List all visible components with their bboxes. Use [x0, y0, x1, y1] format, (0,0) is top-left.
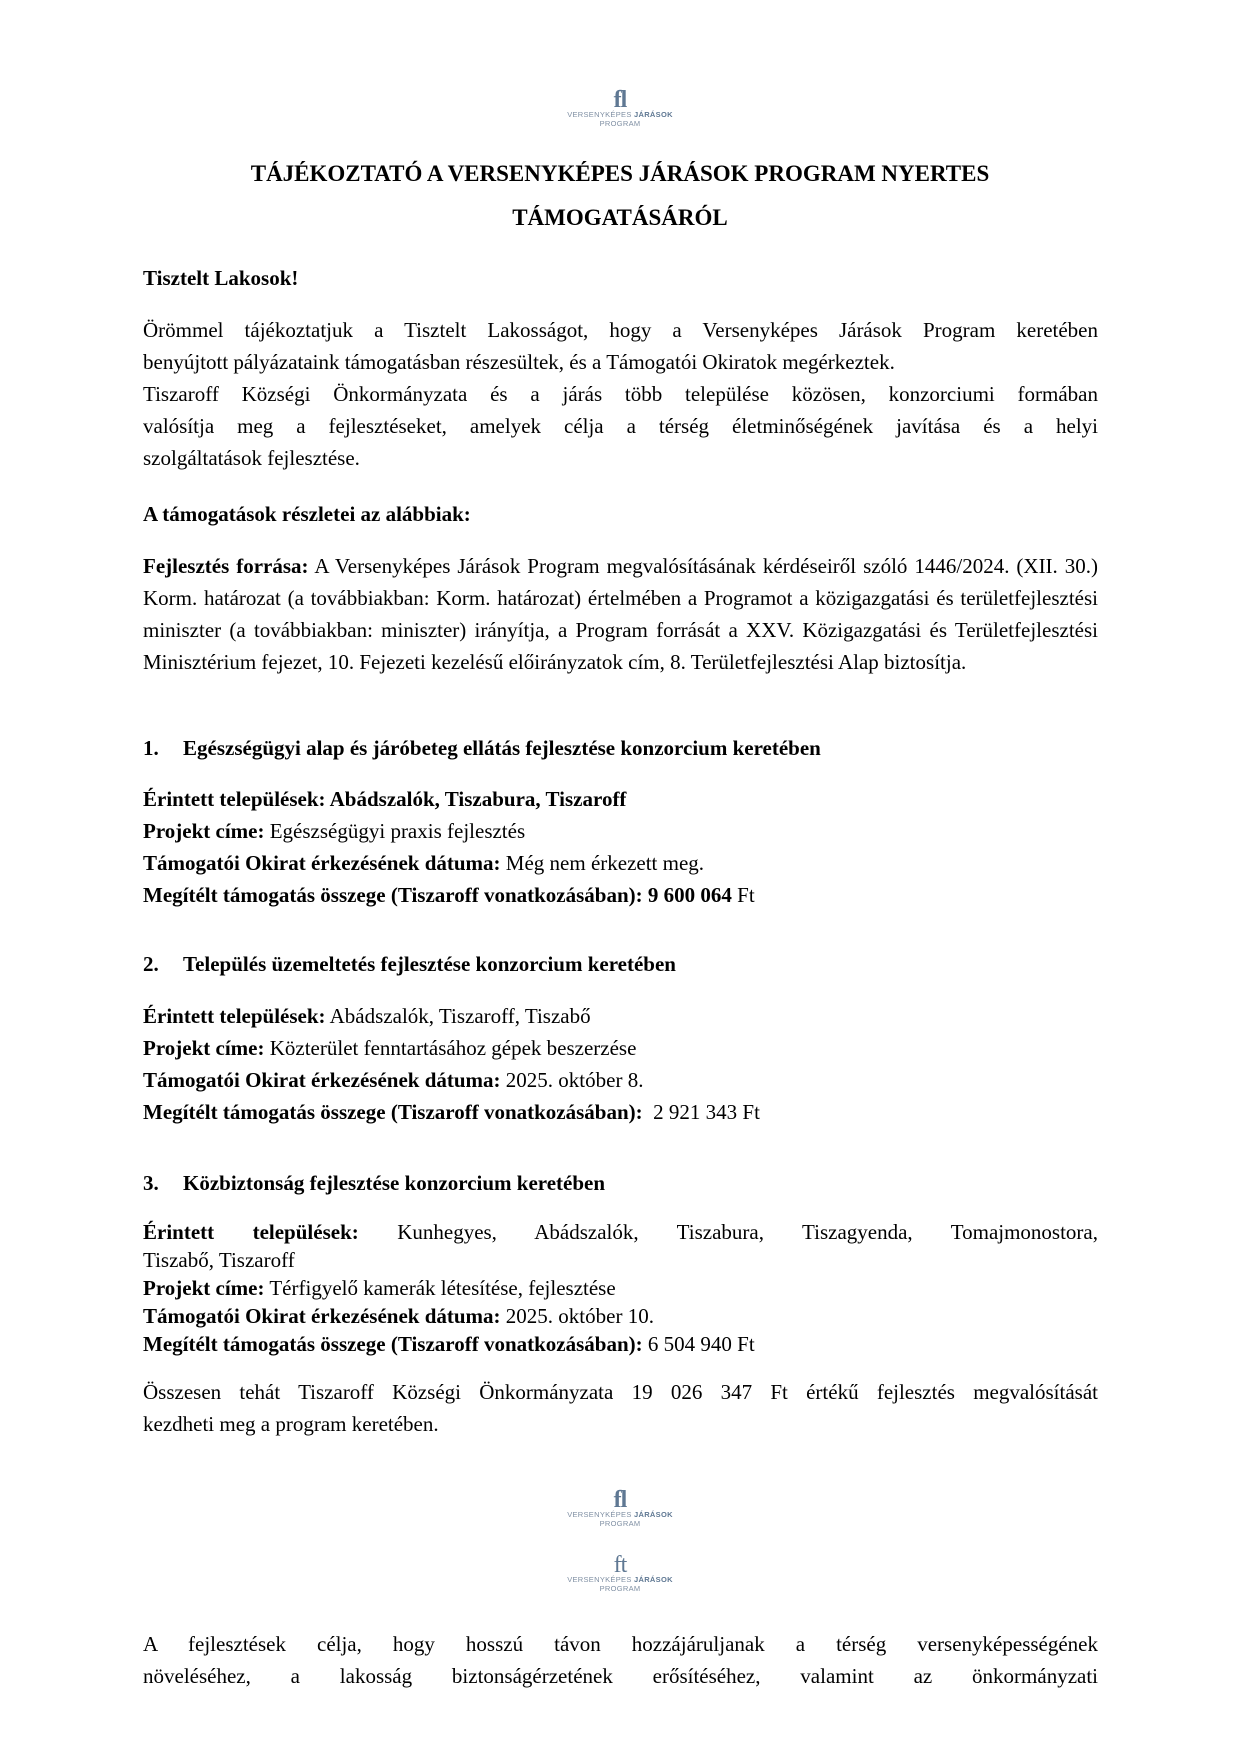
project-title-value: Közterület fenntartásához gépek beszerzése [269, 1036, 637, 1060]
settlements-row [143, 1000, 1098, 1032]
amount-row [143, 1330, 1098, 1358]
project-heading-text: Közbiztonság fejlesztése konzorcium keretében [183, 1171, 606, 1195]
logo-text-line2: PROGRAM [599, 1583, 641, 1593]
title-line-1: TÁJÉKOZTATÓ A VERSENYKÉPES JÁRÁSOK PROGRAM NYERTES [250, 161, 990, 186]
amount-label: Megítélt támogatás összege (Tiszaroff vonatkozásában): [143, 1332, 643, 1356]
settlements-value: Abádszalók, Tiszaroff, Tiszabő [329, 1004, 591, 1028]
settlements-value: Kunhegyes, Abádszalók, Tiszabura, Tiszagyenda, Tomajmonostora, [397, 1220, 1098, 1244]
date-row [143, 1064, 1098, 1096]
project-title-label: Projekt címe: [143, 1276, 265, 1300]
date-label: Támogatói Okirat érkezésének dátuma: [143, 1068, 501, 1092]
logo-text-normal: VERSENYKÉPES [567, 1510, 635, 1519]
source-text: A Versenyképes Járások Program megvalósításának kérdéseiről szóló 1446/2024. (XII. 30.) Korm. határozat (a továbbiakban: Korm. határozat) értelmében a Programot a közigazgatási és területfejlesztési miniszter (a továbbiakban: miniszter) irányítja, a Program forrását a XXV. Közigazgatási és Területfejlesztési Minisztérium fejezet, 10. Fejezeti kezelésű előirányzatok cím, 8. Területfejlesztési Alap biztosítja. [143, 554, 1099, 674]
amount-value: 9 600 064 [647, 883, 732, 907]
details-heading: A támogatások részletei az alábbiak: [143, 502, 471, 526]
program-logo-bottom-2 [0, 1553, 1240, 1592]
settlements-label: Érintett települések: [143, 787, 326, 811]
project-heading-text: Település üzemeltetés fejlesztése konzorcium keretében [183, 952, 676, 976]
project-number: 3. [143, 1171, 159, 1195]
project-title-row [143, 1032, 1098, 1064]
intro-line: Örömmel tájékoztatjuk a Tisztelt Lakosságot, hogy a Versenyképes Járások Program keretében [143, 318, 1098, 342]
document-title [130, 152, 1110, 240]
project-title-row [143, 1274, 1098, 1302]
date-value: 2025. október 10. [505, 1304, 654, 1328]
project-title-label: Projekt címe: [143, 819, 265, 843]
source-paragraph [143, 550, 1098, 678]
amount-label: Megítélt támogatás összege (Tiszaroff vonatkozásában): [143, 883, 643, 907]
date-row [143, 1302, 1098, 1330]
logo-monogram-icon: fl [613, 87, 627, 113]
date-label: Támogatói Okirat érkezésének dátuma: [143, 851, 501, 875]
settlements-label: Érintett települések: [143, 1004, 326, 1028]
logo-text-line2: PROGRAM [599, 118, 641, 128]
closing-line: A fejlesztések célja, hogy hosszú távon hozzájáruljanak a térség versenyképességének [143, 1632, 1098, 1656]
date-row [143, 847, 1098, 879]
logo-text-normal: VERSENYKÉPES [567, 1575, 635, 1584]
project-3-details [143, 1218, 1098, 1358]
date-value: 2025. október 8. [505, 1068, 644, 1092]
source-label: Fejlesztés forrása: [143, 554, 309, 578]
date-value: Még nem érkezett meg. [505, 851, 705, 875]
intro-line: szolgáltatások fejlesztése. [143, 446, 360, 470]
logo-text-line1 [0, 1576, 1240, 1584]
amount-label: Megítélt támogatás összege (Tiszaroff vonatkozásában): [143, 1100, 643, 1124]
summary-line: kezdheti meg a program keretében. [143, 1412, 439, 1436]
settlements-label: Érintett települések: [143, 1220, 359, 1244]
logo-text-bold: JÁRÁSOK [634, 110, 673, 119]
amount-row [143, 879, 1098, 911]
date-label: Támogatói Okirat érkezésének dátuma: [143, 1304, 501, 1328]
closing-line: növeléséhez, a lakosság biztonságérzetének erősítéséhez, valamint az önkormányzati [143, 1664, 1098, 1688]
logo-text-line1 [0, 111, 1240, 119]
logo-monogram-icon: fl [613, 1487, 627, 1513]
program-logo-top [0, 88, 1240, 127]
project-1-heading [143, 732, 1098, 764]
project-heading-text: Egészségügyi alap és járóbeteg ellátás fejlesztése konzorcium keretében [183, 736, 821, 760]
amount-unit: Ft [737, 1100, 760, 1124]
settlements-row [143, 783, 1098, 815]
summary-line: Összesen tehát Tiszaroff Községi Önkormányzata 19 026 347 Ft értékű fejlesztés megvalósítását [143, 1380, 1098, 1404]
amount-value: 6 504 940 [647, 1332, 732, 1356]
logo-text-line2: PROGRAM [599, 1518, 641, 1528]
amount-value: 2 921 343 [653, 1100, 738, 1124]
amount-unit: Ft [731, 1332, 755, 1356]
amount-unit: Ft [731, 883, 755, 907]
project-1-details [143, 783, 1098, 911]
title-line-2: TÁMOGATÁSÁRÓL [512, 205, 728, 230]
logo-text-line1 [0, 1511, 1240, 1519]
project-number: 2. [143, 952, 159, 976]
program-logo-bottom-1 [0, 1488, 1240, 1527]
project-number: 1. [143, 736, 159, 760]
project-3-heading [143, 1167, 1098, 1199]
logo-monogram-icon: ft [613, 1552, 627, 1578]
intro-line: benyújtott pályázataink támogatásban részesültek, és a Támogatói Okiratok megérkeztek. [143, 350, 895, 374]
settlements-row-continued: Tiszabő, Tiszaroff [143, 1248, 295, 1272]
logo-text-normal: VERSENYKÉPES [567, 110, 635, 119]
salutation: Tisztelt Lakosok! [143, 266, 299, 290]
project-2-heading [143, 948, 1098, 980]
project-title-value: Térfigyelő kamerák létesítése, fejlesztése [269, 1276, 616, 1300]
project-2-details [143, 1000, 1098, 1128]
logo-text-bold: JÁRÁSOK [634, 1510, 673, 1519]
closing-paragraph [143, 1628, 1098, 1692]
logo-text-bold: JÁRÁSOK [634, 1575, 673, 1584]
settlements-row [143, 1218, 1098, 1246]
project-title-value: Egészségügyi praxis fejlesztés [269, 819, 526, 843]
intro-line: Tiszaroff Községi Önkormányzata és a járás több települése közösen, konzorciumi formában [143, 382, 1098, 406]
amount-row [143, 1096, 1098, 1128]
intro-line: valósítja meg a fejlesztéseket, amelyek célja a térség életminőségének javítása és a helyi [143, 414, 1098, 438]
project-title-row [143, 815, 1098, 847]
project-title-label: Projekt címe: [143, 1036, 265, 1060]
summary-paragraph [143, 1376, 1098, 1440]
intro-paragraph [143, 314, 1098, 474]
settlements-value: Abádszalók, Tiszabura, Tiszaroff [329, 787, 627, 811]
